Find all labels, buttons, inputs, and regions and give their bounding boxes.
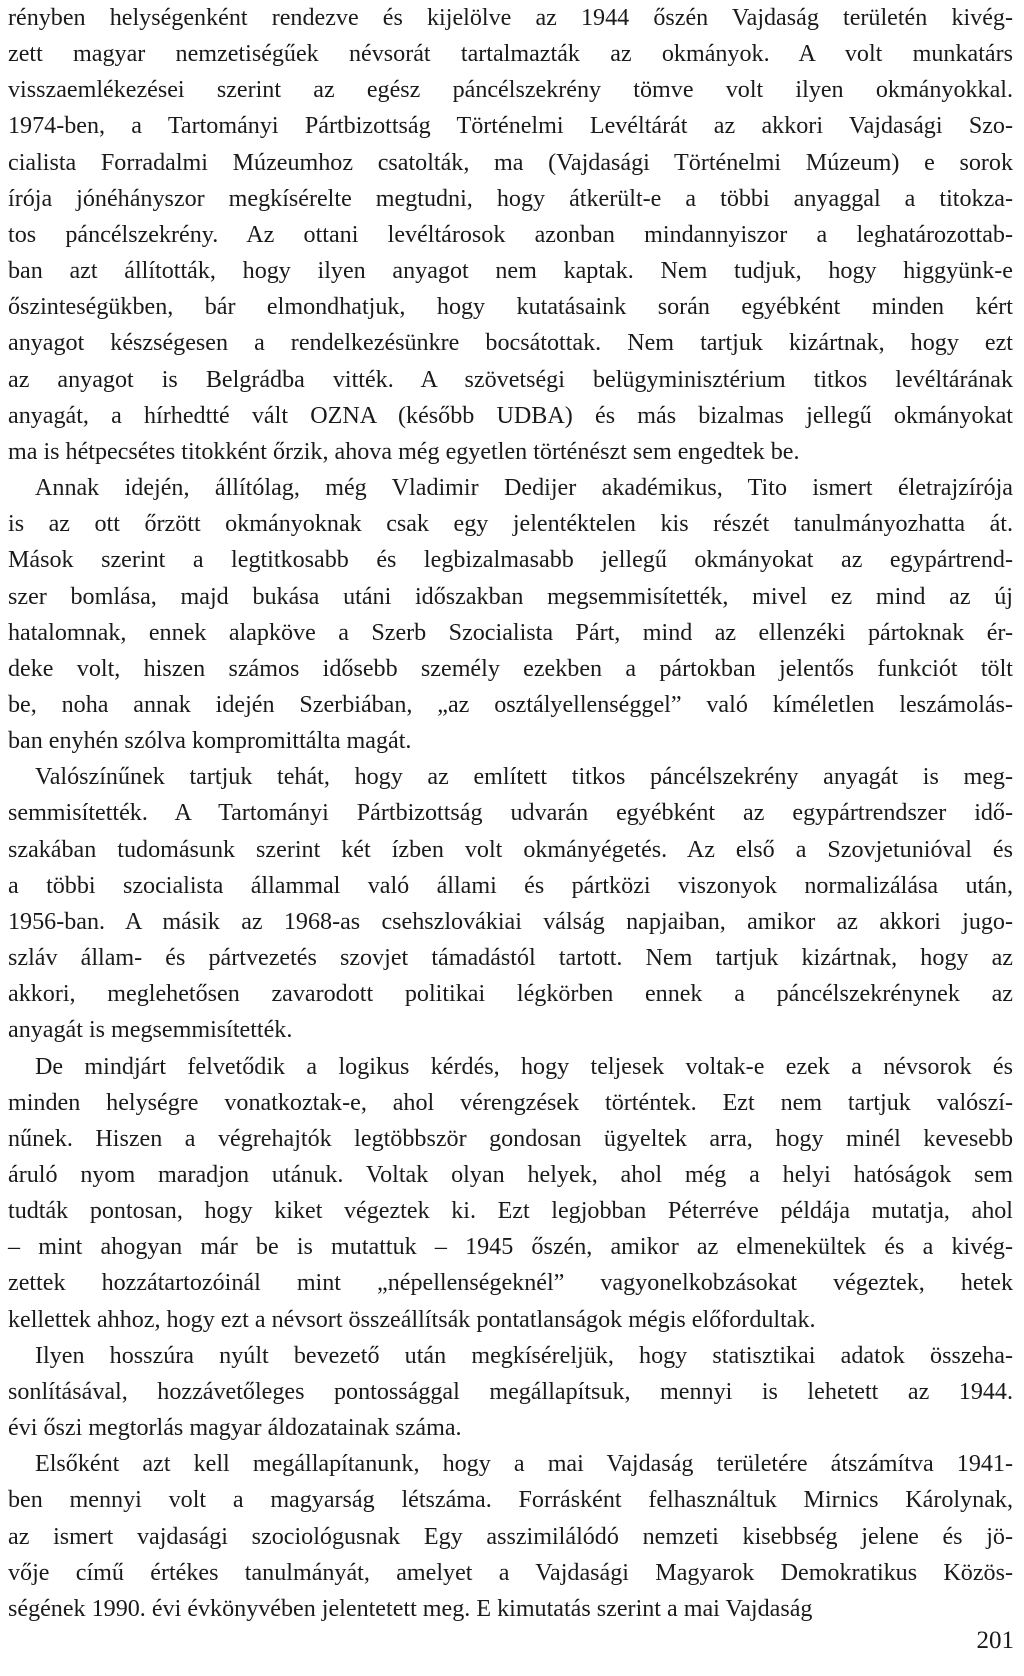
text-line: visszaemlékezései szerint az egész páncélszekrény tömve volt ilyen okmányokkal. [8,77,1013,104]
text-line: tudták pontosan, hogy kiket végeztek ki. Ezt legjobban Péterréve példája mutatja, ahol [8,1198,1013,1225]
text-line: Mások szerint a legtitkosabb és legbizalmasabb jellegű okmányokat az egypártrend- [8,547,1013,574]
text-line: rényben helységenként rendezve és kijelölve az 1944 őszén Vajdaság területén kivég- [8,5,1013,31]
text-line: zett magyar nemzetiségűek névsorát tartalmazták az okmányok. A volt munkatárs [8,41,1013,68]
text-line: vője című értékes tanulmányát, amelyet a Vajdasági Magyarok Demokratikus Közös- [8,1559,1013,1586]
text-line: szakában tudomásunk szerint két ízben volt okmányégetés. Az első a Szovjetunióval és [8,836,1013,863]
text-line: 1974-ben, a Tartományi Pártbizottság Történelmi Levéltárát az akkori Vajdasági Szo- [8,113,1013,140]
text-line: minden helységre vonatkoztak-e, ahol vérengzések történtek. Ezt nem tartjuk valószí- [8,1089,1013,1116]
text-line: írója jónéhányszor megkísérelte megtudni, hogy átkerült-e a többi anyaggal a titokza- [8,185,1013,212]
text-line: nűnek. Hiszen a végrehajtók legtöbbször gondosan ügyeltek arra, hogy minél kevesebb [8,1125,1013,1152]
paragraph [8,1338,1013,1446]
text-line: Ilyen hosszúra nyúlt bevezető után megkíséreljük, hogy statisztikai adatok összeha- [35,1342,1013,1369]
text-line: Valószínűnek tartjuk tehát, hogy az említett titkos páncélszekrény anyagát is meg- [35,764,1013,791]
text-line: deke volt, hiszen számos idősebb személy ezekben a pártokban jelentős funkciót tölt [8,655,1013,682]
text-line: sonlításával, hozzávetőleges pontossággal megállapítsuk, mennyi is lehetett az 1944. [8,1378,1013,1405]
paragraph [8,0,1013,470]
text-line: szláv állam- és pártvezetés szovjet támadástól tartott. Nem tartjuk kizártnak, hogy az [8,945,1013,972]
text-line: őszinteségükben, bár elmondhatjuk, hogy kutatásaink során egyébként minden kért [8,294,1013,321]
text-line: semmisítették. A Tartományi Pártbizottság udvarán egyébként az egypártrendszer idő- [8,800,1013,827]
text-line: anyagát is megsemmisítették. [8,1017,293,1044]
paragraph [8,759,1013,1048]
text-line: akkori, meglehetősen zavarodott politikai légkörben ennek a páncélszekrénynek az [8,981,1013,1008]
text-line: ma is hétpecsétes titokként őrzik, ahova még egyetlen történészt sem engedtek be. [8,438,800,465]
text-line: Elsőként azt kell megállapítanunk, hogy a mai Vajdaság területére átszámítva 1941- [35,1451,1013,1478]
text-line: áruló nyom maradjon utánuk. Voltak olyan helyek, ahol még a helyi hatóságok sem [8,1162,1013,1188]
text-line: ben mennyi volt a magyarság létszáma. Forrásként felhasználtuk Mirnics Károlynak, [8,1487,1013,1514]
text-line: ban enyhén szólva kompromittálta magát. [8,728,412,755]
text-line: hatalomnak, ennek alapköve a Szerb Szocialista Párt, mind az ellenzéki pártoknak ér- [8,619,1013,646]
text-line: Annak idején, állítólag, még Vladimir Dedijer akadémikus, Tito ismert életrajzírója [35,475,1013,502]
text-line: az ismert vajdasági szociológusnak Egy asszimilálódó nemzeti kisebbség jelene és jö- [8,1523,1013,1550]
text-line: anyagot készségesen a rendelkezésünkre bocsátottak. Nem tartjuk kizártnak, hogy ezt [8,330,1013,357]
paragraph [8,470,1013,759]
text-line: cialista Forradalmi Múzeumhoz csatolták, ma (Vajdasági Történelmi Múzeum) e sorok [8,149,1013,176]
text-line: 1956-ban. A másik az 1968-as csehszlovákiai válság napjaiban, amikor az akkori jugo- [8,908,1013,935]
text-line: ban azt állították, hogy ilyen anyagot nem kaptak. Nem tudjuk, hogy higgyünk-e [8,258,1013,285]
text-line: zettek hozzátartozóinál mint „népellenségeknél” vagyonelkobzásokat végeztek, hetek [8,1270,1013,1297]
text-line: tos páncélszekrény. Az ottani levéltárosok azonban mindannyiszor a leghatározottab- [8,221,1013,248]
text-line: anyagát, a hírhedtté vált OZNA (később UDBA) és más bizalmas jellegű okmányokat [8,402,1013,429]
text-line: a többi szocialista állammal való állami és pártközi viszonyok normalizálása után, [8,872,1013,899]
text-line: kellettek ahhoz, hogy ezt a névsort összeállítsák pontatlanságok mégis előfordultak. [8,1306,816,1333]
text-line: évi őszi megtorlás magyar áldozatainak száma. [8,1415,462,1442]
text-line: az anyagot is Belgrádba vitték. A szövetségi belügyminisztérium titkos levéltárának [8,366,1013,393]
text-line: be, noha annak idején Szerbiában, „az osztályellenséggel” való kíméletlen leszámolás- [8,691,1013,718]
text-line: De mindjárt felvetődik a logikus kérdés, hogy teljesek voltak-e ezek a névsorok és [35,1053,1013,1080]
text-line: – mint ahogyan már be is mutattuk – 1945 őszén, amikor az elmenekültek és a kivég- [8,1234,1013,1261]
page-body [8,0,1013,1627]
page-number: 201 [976,1627,1014,1654]
text-line: is az ott őrzött okmányoknak csak egy jelentéktelen kis részét tanulmányozhatta át. [8,511,1013,538]
paragraph [8,1446,1013,1627]
text-line: ségének 1990. évi évkönyvében jelentetett meg. E kimutatás szerint a mai Vajdaság [8,1595,813,1622]
text-line: szer bomlása, majd bukása utáni időszakban megsemmisítették, mivel ez mind az új [8,583,1013,610]
paragraph [8,1049,1013,1338]
